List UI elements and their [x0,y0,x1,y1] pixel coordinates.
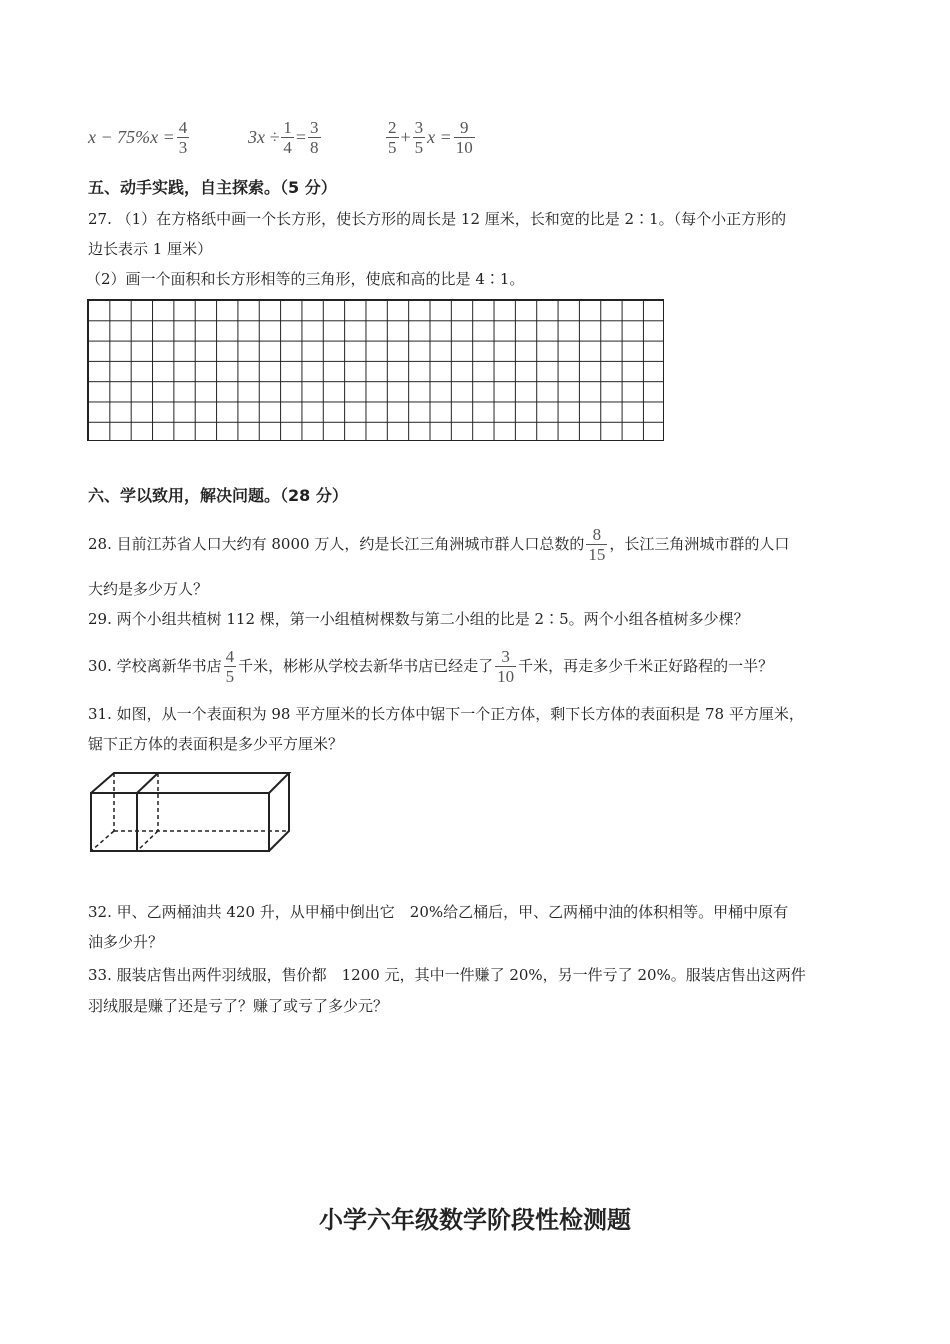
q32-line1: 32. 甲、乙两桶油共 420 升，从甲桶中倒出它 20%给乙桶后，甲、乙两桶中油的体积相等。甲桶中原有 [88,903,789,921]
section6-heading: 六、学以致用，解决问题。（28 分） [88,486,348,505]
q33-line1: 33. 服装店售出两件羽绒服，售价都 1200 元，其中一件赚了 20%，另一件亏了 20%。服装店售出这两件 [88,966,806,984]
equation-2 [248,118,323,157]
cuboid-front-face [91,793,269,851]
q31-line2: 锯下正方体的表面积是多少平方厘米？ [88,735,344,753]
q28-line1 [88,520,789,568]
eq1-denominator: 3 [178,138,188,157]
q27-line2: 边长表示 1 厘米） [88,240,213,258]
q29: 29. 两个小组共植树 112 棵，第一小组植树棵数与第二小组的比是 2∶5。两个小组各植树多少棵？ [88,610,749,628]
q30-text-b: 千米，彬彬从学校去新华书店已经走了 [238,657,494,675]
q28-denominator: 15 [588,544,606,564]
eq3-num1: 2 [388,118,397,137]
q27-line1: 27. （1）在方格纸中画一个长方形，使长方形的周长是 12 厘米，长和宽的比是 2∶1。（每个小正方形的 [88,210,787,228]
q31-line1: 31. 如图，从一个表面积为 98 平方厘米的长方体中锯下一个正方体，剩下长方体的表面积是 78 平方厘米， [88,705,804,723]
eq2-den1: 4 [283,138,292,157]
eq2-fraction-2 [308,118,321,157]
eq2-lhs: 3x ÷ [248,127,280,147]
cuboid-top-face [91,773,289,793]
eq2-equals: = [295,127,307,147]
eq3-x-equals: x = [427,127,452,147]
section5-heading: 五、动手实践，自主探索。（5 分） [88,178,337,197]
eq2-fraction-1 [281,118,294,157]
q30-fraction-2 [495,647,516,686]
q30-text-a: 30. 学校离新华书店 [88,657,222,675]
eq3-den2: 5 [414,138,424,157]
eq2-num2: 3 [310,118,319,137]
eq3-den3: 10 [455,138,473,157]
q33-line2: 羽绒服是赚了还是亏了？赚了或亏了多少元？ [88,997,389,1015]
q30-den2: 10 [497,666,515,686]
q30-fraction-1 [224,647,237,686]
cuboid-right-face [269,773,289,851]
hidden-cut-depth [137,831,158,851]
page-title: 小学六年级数学阶段性检测题 [319,1206,631,1234]
q30-num1: 4 [225,646,235,666]
eq3-num2: 3 [414,118,424,137]
eq3-fraction-3 [454,118,475,157]
eq2-num1: 1 [283,118,292,137]
q30-num2: 3 [501,646,510,666]
q30-text-c: 千米，再走多少千米正好路程的一半？ [518,657,774,675]
equation-3 [384,118,477,157]
q28-text-b: ，长江三角洲城市群的人口 [609,535,790,553]
q28-text-a: 28. 目前江苏省人口大约有 8000 万人，约是长江三角洲城市群人口总数的 [88,535,585,553]
eq3-plus: + [400,127,411,147]
square-grid-paper [87,299,664,441]
hidden-edge-depth [91,831,114,851]
equation-1 [88,118,191,157]
q27-line3: （2）画一个面积和长方形相等的三角形，使底和高的比是 4∶1。 [86,270,525,288]
q28-fraction [586,525,607,564]
eq1-numerator: 4 [178,118,188,137]
cuboid-figure [86,768,296,858]
q28-line2: 大约是多少万人？ [88,580,209,598]
q28-numerator: 8 [592,524,602,544]
eq3-num3: 9 [460,118,469,137]
q30-den1: 5 [225,666,235,686]
eq3-fraction-1 [386,118,399,157]
q30 [88,642,773,690]
eq2-den2: 8 [310,138,319,157]
eq3-fraction-2 [413,118,426,157]
eq1-lhs: x − 75%x = [88,127,175,147]
cube-cut-line-top [137,773,158,793]
eq1-fraction [177,118,190,157]
eq3-den1: 5 [388,138,397,157]
q32-line2: 油多少升？ [88,933,164,951]
